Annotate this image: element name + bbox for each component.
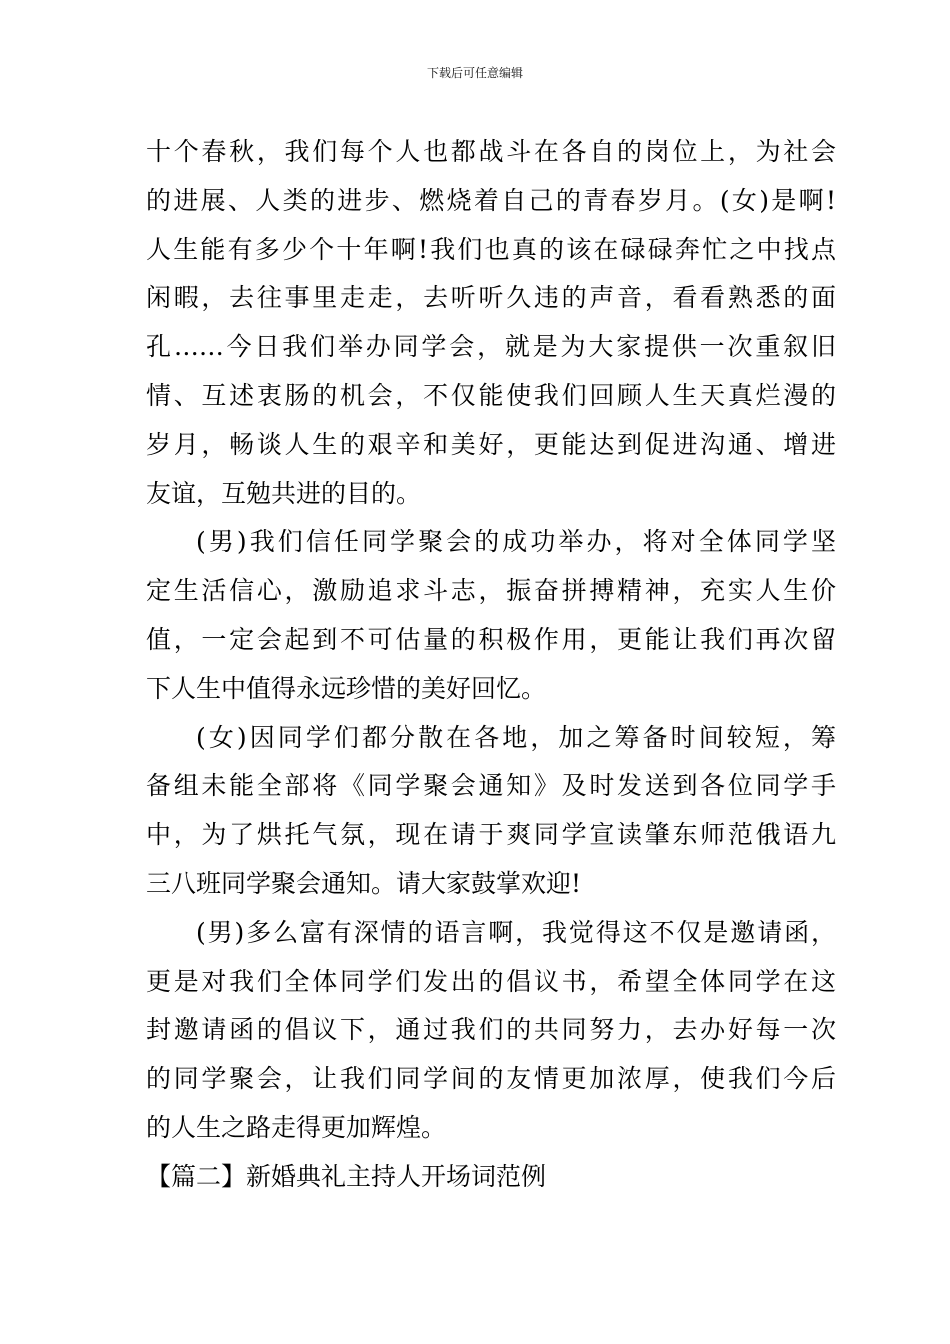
paragraph-first-line: (男)我们信任同学聚会的成功举办，将对全体同学坚 <box>196 527 836 557</box>
text-line: 友谊，互勉共进的目的。 <box>146 478 422 508</box>
text-line: 的人生之路走得更加辉煌。 <box>146 1112 447 1142</box>
text-line: 的进展、人类的进步、燃烧着自己的青春岁月。(女)是啊! <box>146 185 836 215</box>
text-line: 闲暇，去往事里走走，去听听久违的声音，看看熟悉的面 <box>146 283 836 313</box>
text-line: 情、互述衷肠的机会，不仅能使我们回顾人生天真烂漫的 <box>146 380 836 410</box>
text-line: 下人生中值得永远珍惜的美好回忆。 <box>146 673 547 703</box>
text-line: 值，一定会起到不可估量的积极作用，更能让我们再次留 <box>146 624 836 654</box>
paragraph-first-line: (女)因同学们都分散在各地，加之筹备时间较短，筹 <box>196 722 836 752</box>
section-heading: 【篇二】新婚典礼主持人开场词范例 <box>146 1161 547 1191</box>
paragraph-first-line: (男)多么富有深情的语言啊，我觉得这不仅是邀请函， <box>196 917 836 947</box>
text-line: 孔……今日我们举办同学会，就是为大家提供一次重叙旧 <box>146 332 836 362</box>
document-body <box>146 128 836 1202</box>
text-line: 人生能有多少个十年啊!我们也真的该在碌碌奔忙之中找点 <box>146 234 836 264</box>
text-line: 岁月，畅谈人生的艰辛和美好，更能达到促进沟通、增进 <box>146 429 836 459</box>
text-line: 中，为了烘托气氛，现在请于爽同学宣读肇东师范俄语九 <box>146 820 836 850</box>
text-line: 封邀请函的倡议下，通过我们的共同努力，去办好每一次 <box>146 1015 836 1045</box>
text-line: 十个春秋，我们每个人也都战斗在各自的岗位上，为社会 <box>146 137 836 166</box>
text-line: 更是对我们全体同学们发出的倡议书，希望全体同学在这 <box>146 966 836 996</box>
text-line: 定生活信心，激励追求斗志，振奋拼搏精神，充实人生价 <box>146 576 836 606</box>
text-line: 三八班同学聚会通知。请大家鼓掌欢迎! <box>146 868 582 898</box>
text-line: 备组未能全部将《同学聚会通知》及时发送到各位同学手 <box>146 771 836 801</box>
text-line: 的同学聚会，让我们同学间的友情更加浓厚，使我们今后 <box>146 1064 836 1094</box>
page-header: 下载后可任意编辑 <box>426 66 523 80</box>
